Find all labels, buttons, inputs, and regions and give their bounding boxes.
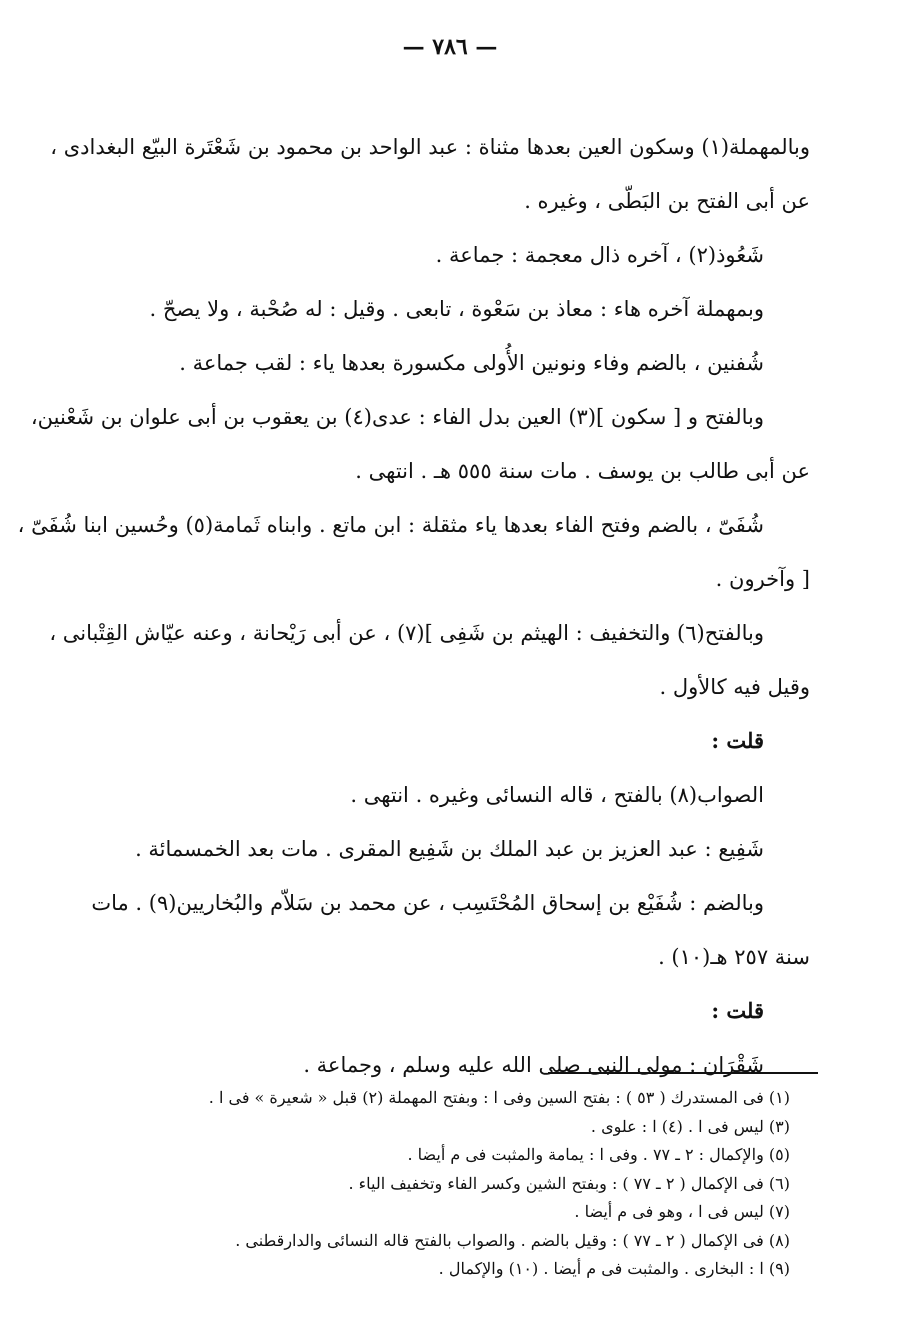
text-line: سنة ٢٥٧ هـ(١٠) . xyxy=(658,945,810,969)
footnote-line: (٧) ليس فى ا ، وهو فى م أيضا . xyxy=(574,1202,790,1221)
footnote-line: (٣) ليس فى ا . (٤) ا : علوى . xyxy=(590,1116,790,1136)
text-line: وبمهملة آخره هاء : معاذ بن سَعْوة ، تابعى . وقيل : له صُحْبة ، ولا يصحّ . xyxy=(149,297,764,321)
text-line: شَقْرَان : مولى النبى صلى الله عليه وسلم ، وجماعة . xyxy=(303,1053,764,1077)
text-line: الصواب(٨) بالفتح ، قاله النسائى وغيره . انتهى . xyxy=(350,783,764,807)
text-line: شَعُوذ(٢) ، آخره ذال معجمة : جماعة . xyxy=(435,243,764,267)
footnote-line: (٥) والإكمال : ٢ ـ ٧٧ . وفى ا : يمامة والمثبت فى م أيضا . xyxy=(407,1145,790,1164)
footnote-divider xyxy=(548,1072,818,1074)
text-line: وبالمهملة(١) وسكون العين بعدها مثناة : عبد الواحد بن محمود بن شَعْتَرة البيّع البغدادى ، xyxy=(50,135,810,159)
text-line: وبالفتح و [ سكون ](٣) العين بدل الفاء : عدى(٤) بن يعقوب بن أبى علوان بن شَعْنين، xyxy=(30,405,764,429)
text-line: شُفَىّ ، بالضم وفتح الفاء بعدها ياء مثقلة : ابن ماتع . وابناه ثَمامة(٥) وحُسين ابنا شُفَىّ ، xyxy=(17,513,764,537)
text-line: عن أبى طالب بن يوسف . مات سنة ٥٥٥ هـ . انتهى . xyxy=(355,459,810,483)
footnotes xyxy=(110,1084,790,1284)
text-line: عن أبى الفتح بن البَطّى ، وغيره . xyxy=(524,189,810,213)
footnote-line: (٩) ا : البخارى . والمثبت فى م أيضا . (١٠) والإكمال . xyxy=(438,1259,790,1278)
text-line: شَفِيع : عبد العزيز بن عبد الملك بن شَفِيع المقرى . مات بعد الخمسمائة . xyxy=(135,837,764,861)
page-number: — ٧٨٦ — xyxy=(402,34,498,60)
footnote-line: (٦) فى الإكمال ( ٢ ـ ٧٧ ) : وبفتح الشين وكسر الفاء وتخفيف الياء . xyxy=(348,1173,790,1193)
text-line: وقيل فيه كالأول . xyxy=(659,675,810,699)
text-line: وبالفتح(٦) والتخفيف : الهيثم بن شَفِى ](٧) ، عن أبى رَيْحانة ، وعنه عيّاش القِتْبانى ، xyxy=(49,621,764,645)
main-text xyxy=(17,120,810,1092)
text-line: [ وآخرون . xyxy=(715,567,810,591)
text-line: وبالضم : شُفَيْع بن إسحاق المُحْتَسِب ، عن محمد بن سَلاّم والبُخاريين(٩) . مات xyxy=(91,891,764,915)
section-heading: قلت : xyxy=(711,728,764,753)
text-line: شُفنين ، بالضم وفاء ونونين الأُولى مكسورة بعدها ياء : لقب جماعة . xyxy=(179,351,764,375)
footnote-line: (٨) فى الإكمال ( ٢ ـ ٧٧ ) : وقيل بالضم . والصواب بالفتح قاله النسائى والدارقطنى . xyxy=(235,1230,790,1250)
footnote-line: (١) فى المستدرك ( ٥٣ ) : بفتح السين وفى ا : وبفتح المهملة (٢) قبل « شعيرة » فى ا . xyxy=(208,1088,790,1107)
section-heading: قلت : xyxy=(711,998,764,1023)
